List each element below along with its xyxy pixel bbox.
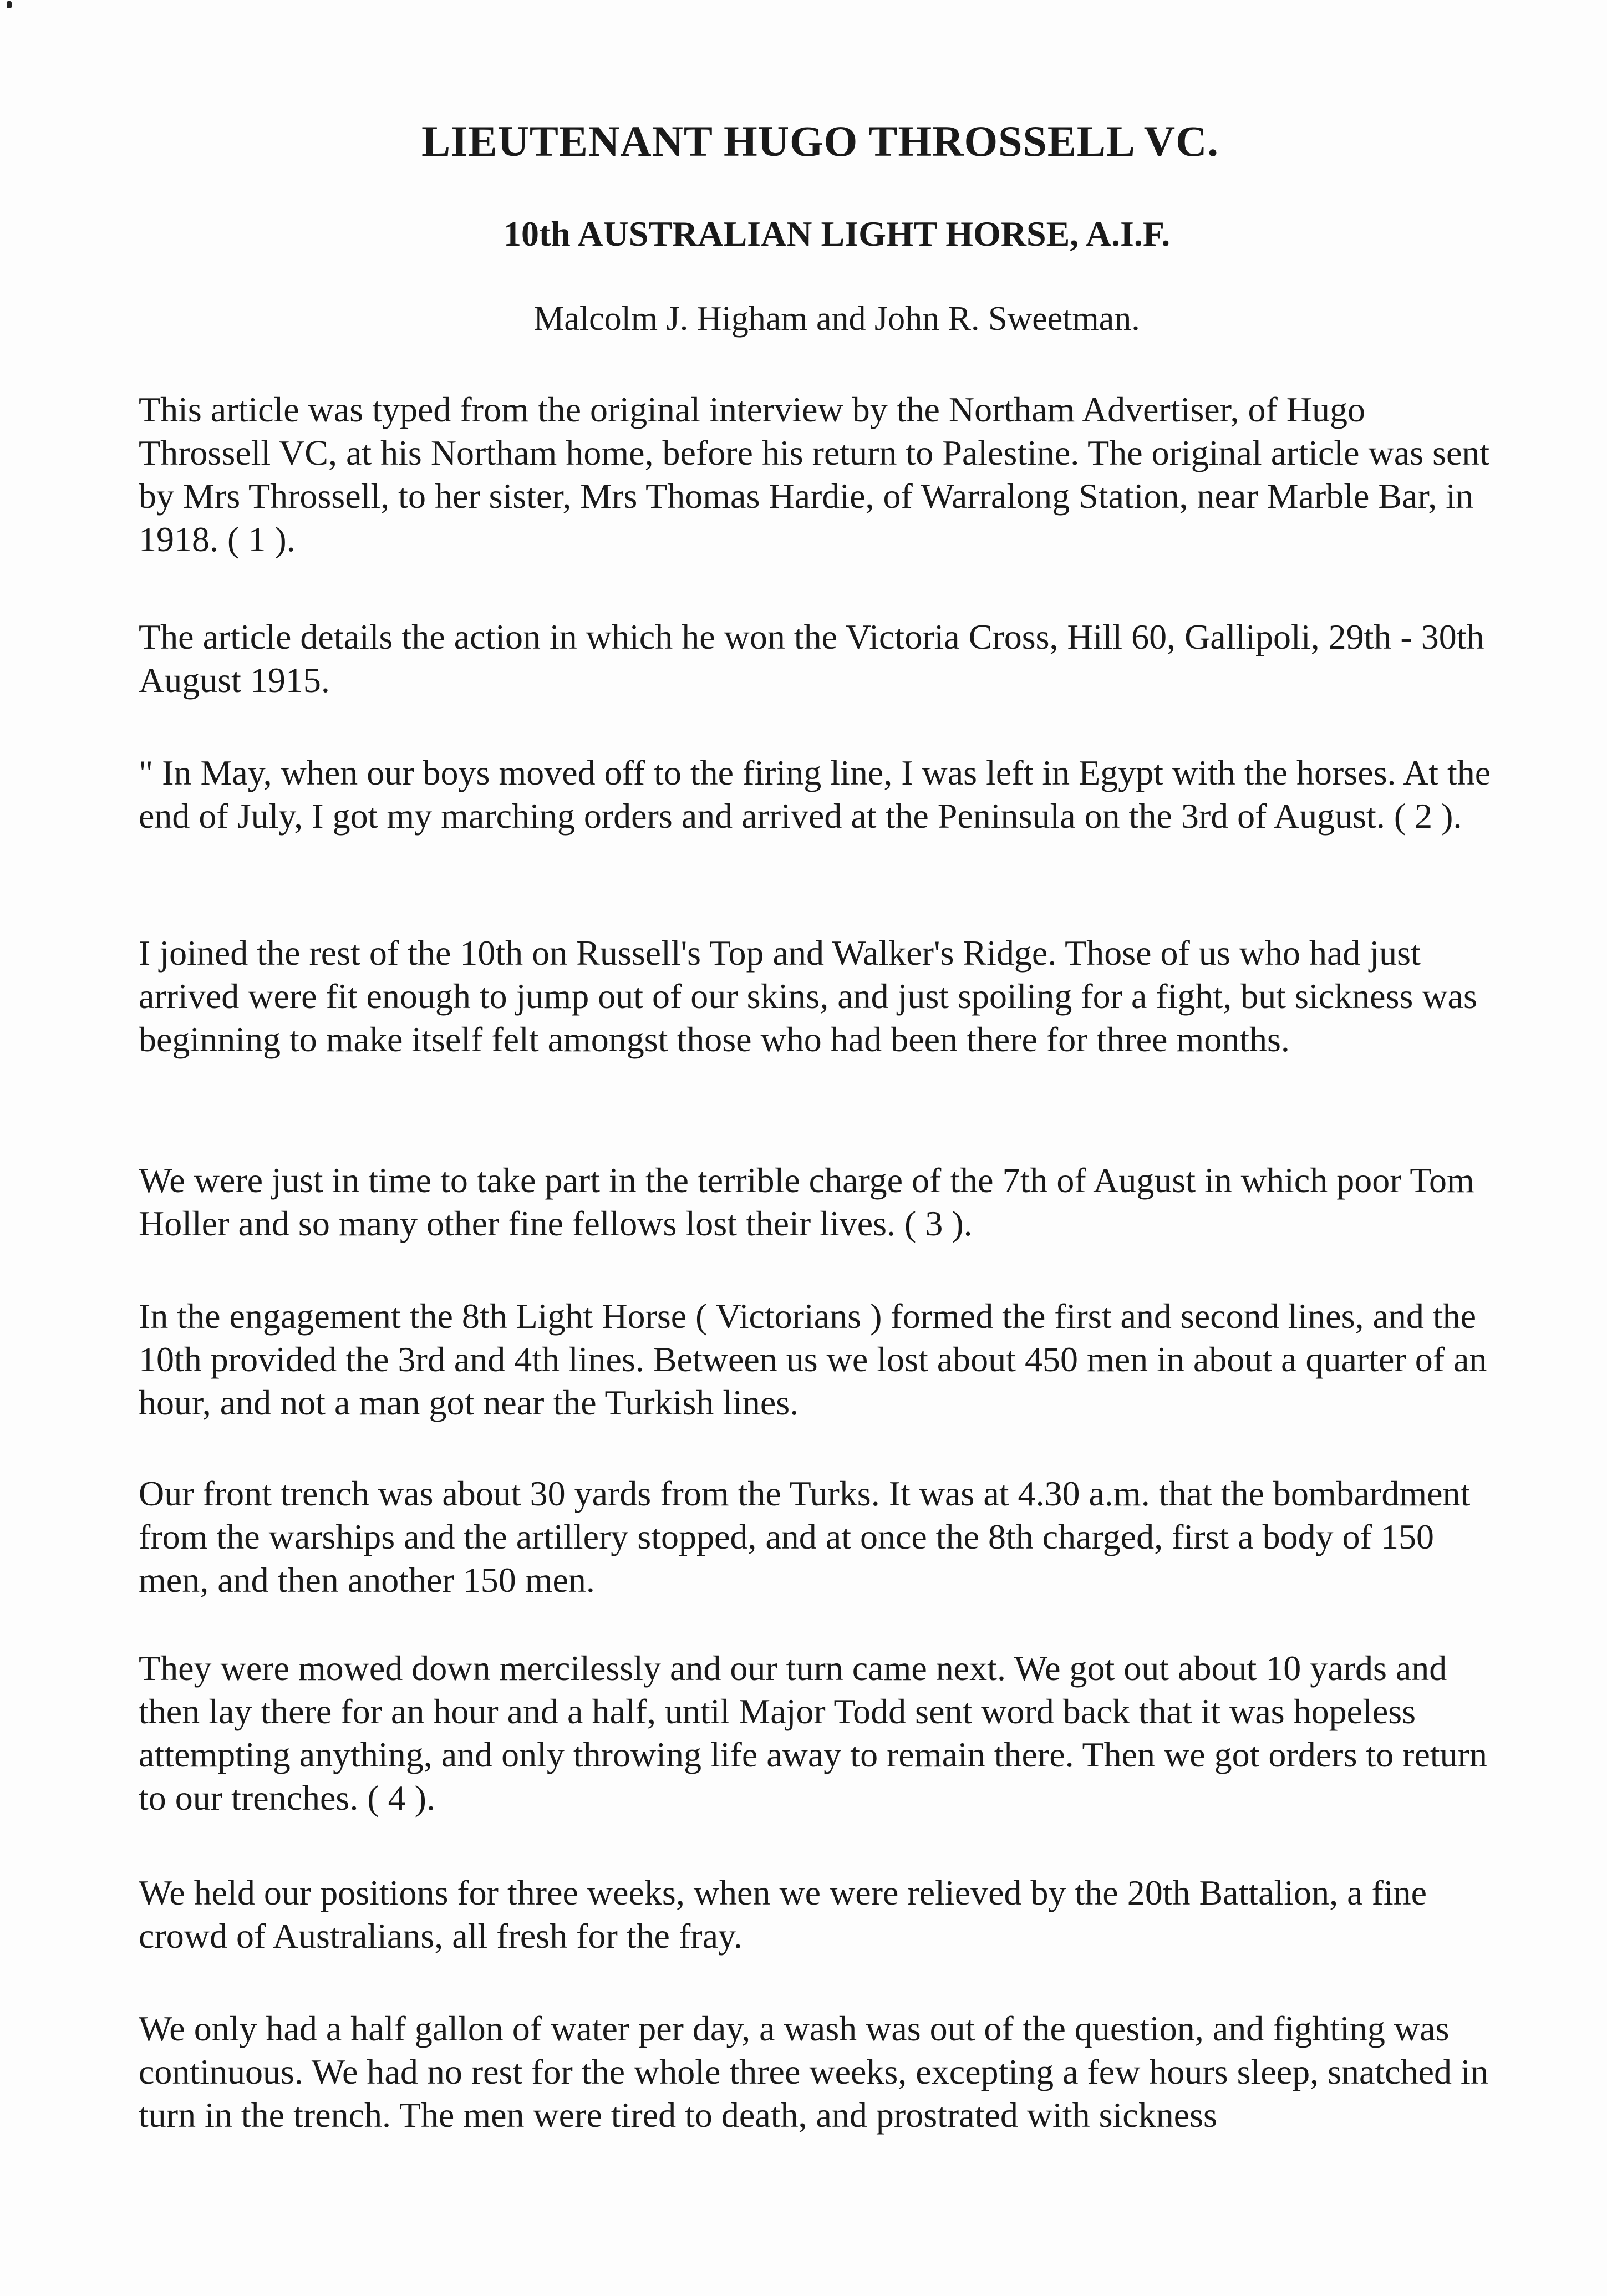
paragraph: Our front trench was about 30 yards from the Turks. It was at 4.30 a.m. that the bombardment from the warships and the artillery stopped, and at once the 8th charged, first a body of 150 men, and then another 150 men. xyxy=(139,1474,1471,1600)
paragraph: They were mowed down mercilessly and our turn came next. We got out about 10 yards and then lay there for an hour and a half, until Major Todd sent word back that it was hopeless attempting anything, and only throwing life away to remain there. Then we got orders to return to our trenches. ( 4 ). xyxy=(139,1648,1487,1818)
document-subtitle: 10th AUSTRALIAN LIGHT HORSE, A.I.F. xyxy=(503,214,1171,253)
paragraph: We were just in time to take part in the terrible charge of the 7th of August in which poor Tom Holler and so many other fine fellows lost their lives. ( 3 ). xyxy=(139,1160,1474,1243)
paragraph: This article was typed from the original interview by the Northam Advertiser, of Hugo Throssell VC, at his Northam home, before his return to Palestine. The original article was sent by Mrs Throssell, to her sister, Mrs Thomas Hardie, of Warralong Station, near Marble Bar, in 1918. ( 1 ). xyxy=(139,390,1490,559)
scan-speck xyxy=(7,1,12,8)
document-authors: Malcolm J. Higham and John R. Sweetman. xyxy=(533,300,1140,338)
paragraph: We only had a half gallon of water per day, a wash was out of the question, and fighting was continuous. We had no rest for the whole three weeks, excepting a few hours sleep, snatched in turn in the trench. The men were tired to death, and prostrated with sickness xyxy=(139,2009,1488,2135)
paragraph: I joined the rest of the 10th on Russell's Top and Walker's Ridge. Those of us who had just arrived were fit enough to jump out of our skins, and just spoiling for a fight, but sickness was beginning to make itself felt amongst those who had been there for three months. xyxy=(139,933,1477,1059)
paragraph: In the engagement the 8th Light Horse ( Victorians ) formed the first and second lines, and the 10th provided the 3rd and 4th lines. Between us we lost about 450 men in about a quarter of an hour, and not a man got near the Turkish lines. xyxy=(139,1296,1487,1422)
paragraph: We held our positions for three weeks, when we were relieved by the 20th Battalion, a fine crowd of Australians, all fresh for the fray. xyxy=(139,1873,1427,1956)
paragraph: " In May, when our boys moved off to the firing line, I was left in Egypt with the horses. At the end of July, I got my marching orders and arrived at the Peninsula on the 3rd of August. ( 2 ). xyxy=(139,753,1491,836)
document-title: LIEUTENANT HUGO THROSSELL VC. xyxy=(421,117,1219,165)
paragraph: The article details the action in which he won the Victoria Cross, Hill 60, Gallipoli, 29th - 30th August 1915. xyxy=(139,617,1484,700)
